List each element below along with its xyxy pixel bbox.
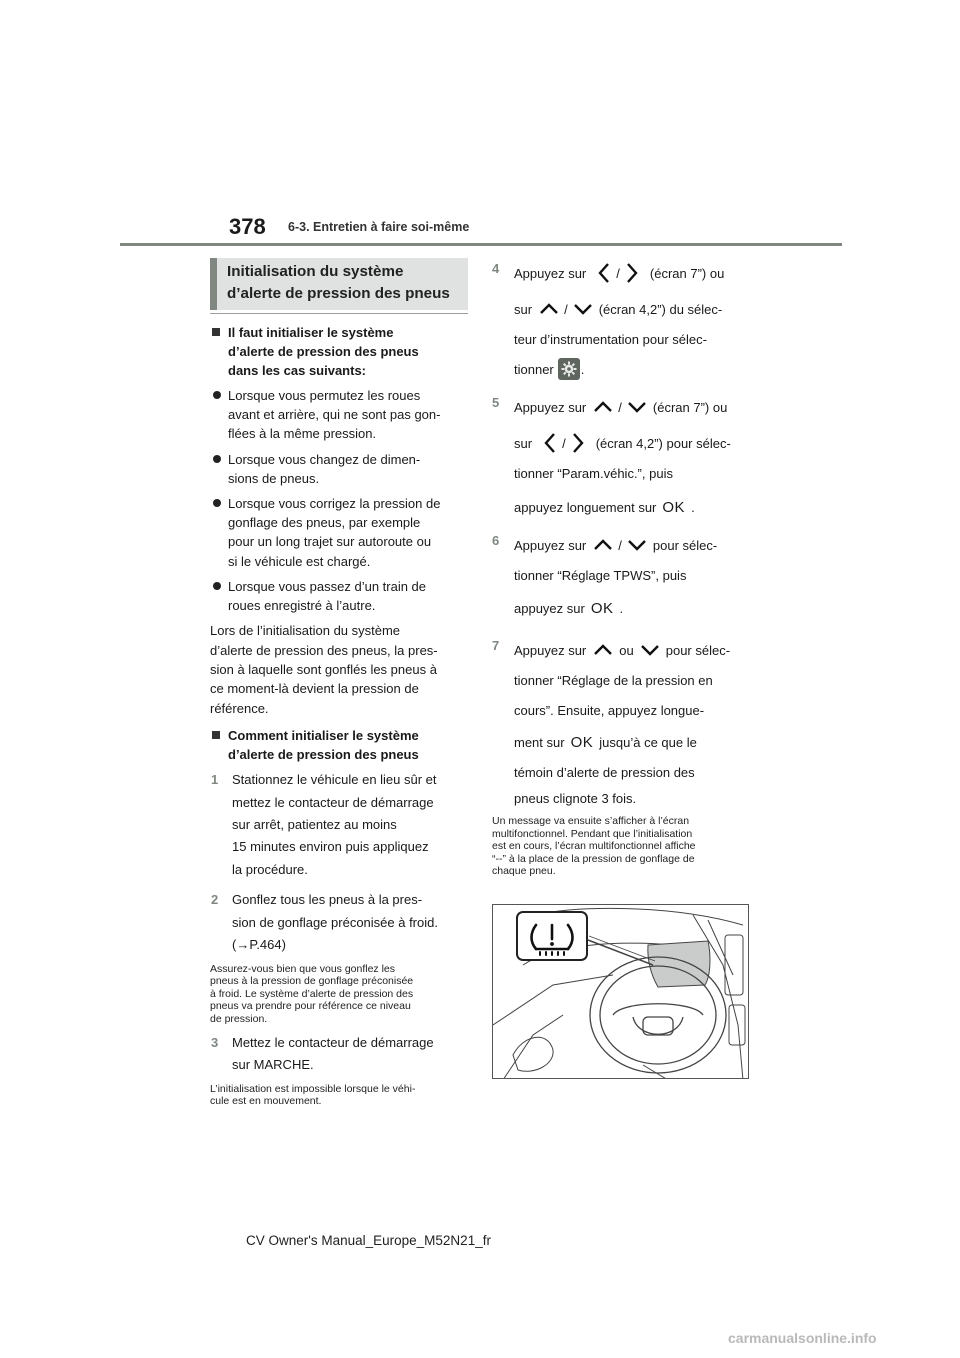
subheading-line: Il faut initialiser le système — [228, 325, 394, 340]
step-text: Appuyez sur — [514, 642, 587, 658]
subheading-line: Comment initialiser le système — [228, 728, 419, 744]
chevron-up-icon — [539, 303, 559, 315]
bullet-line: Lorsque vous passez d’un train de — [228, 578, 427, 594]
bullet-dot-icon — [213, 499, 221, 507]
header-rule — [120, 243, 842, 246]
chevron-up-icon — [593, 539, 613, 551]
step-text: tionner “Réglage de la pression en — [514, 672, 713, 688]
note-display — [492, 815, 754, 878]
note-line: chaque pneu. — [492, 865, 556, 877]
note-line: pneus à la pression de gonflage préconisée — [210, 975, 414, 988]
dashboard-drawing — [493, 905, 749, 1079]
chevron-down-icon — [627, 401, 647, 413]
step-text: pneus clignote 3 fois. — [514, 790, 637, 806]
chevron-left-icon — [598, 262, 610, 284]
step-text: appuyez longuement sur — [514, 499, 657, 515]
note-line: multifonctionnel. Pendant que l’initialisation — [492, 827, 693, 840]
square-bullet-icon — [212, 328, 220, 336]
step-2 — [210, 889, 468, 956]
subheading-cases — [210, 323, 468, 380]
step-number: 1 — [211, 772, 219, 788]
note-inflation — [210, 963, 468, 1026]
step-4 — [492, 258, 754, 384]
bullet-dot-icon — [213, 455, 221, 463]
subheading-how-to — [210, 726, 468, 764]
bullet-item — [210, 494, 468, 571]
note-line: cule est en mouvement. — [210, 1095, 322, 1108]
bullet-item — [210, 386, 468, 444]
ok-button-icon: OK — [570, 733, 594, 751]
note-line: est en cours, l’écran multifonctionnel affiche — [492, 840, 696, 852]
ok-button-icon: OK — [662, 498, 686, 516]
bullet-line: si le véhicule est chargé. — [228, 553, 371, 569]
step-line: sion de gonflage préconisée à froid. — [232, 914, 438, 930]
chevron-down-icon — [573, 303, 593, 315]
note-line: de pression. — [210, 1012, 268, 1025]
step-text: . — [619, 600, 624, 616]
square-bullet-icon — [212, 731, 220, 739]
step-text: témoin d’alerte de pression des — [514, 764, 695, 780]
subheading-line: d’alerte de pression des pneus — [228, 344, 419, 359]
step-line: Gonflez tous les pneus à la pres- — [232, 892, 423, 908]
settings-gear-icon — [558, 358, 580, 380]
step-number: 5 — [492, 395, 500, 410]
step-3 — [210, 1032, 468, 1077]
paragraph-line: Lors de l’initialisation du système — [210, 623, 401, 639]
ok-button-icon: OK — [590, 599, 614, 617]
step-text: tionner — [514, 361, 554, 377]
step-text: (écran 7”) ou — [649, 265, 725, 281]
separator-text: ou — [619, 642, 634, 658]
step-1 — [210, 769, 468, 881]
paragraph-line: ce moment-là devient la pression de — [210, 681, 419, 697]
step-text: . — [691, 499, 695, 515]
bullet-line: flées à la même pression. — [228, 426, 377, 442]
right-column — [492, 258, 754, 878]
bullet-item — [210, 577, 468, 615]
step-number: 7 — [492, 638, 500, 653]
step-line: la procédure. — [232, 861, 308, 877]
step-line: Stationnez le véhicule en lieu sûr et — [232, 772, 437, 788]
bullet-line: gonflage des pneus, par exemple — [228, 515, 421, 531]
watermark[interactable]: carmanualsonline.info — [728, 1330, 877, 1346]
step-text: (écran 7”) ou — [652, 399, 728, 415]
box-title-rule — [210, 313, 468, 314]
chevron-down-icon — [627, 539, 647, 551]
subheading-line: dans les cas suivants: — [228, 363, 367, 378]
step-text: tionner “Param.véhic.”, puis — [514, 465, 673, 481]
separator-text: / — [562, 435, 566, 451]
note-line: Assurez-vous bien que vous gonflez les — [210, 962, 396, 975]
step-text: appuyez sur — [514, 600, 585, 616]
page-reference-link[interactable]: (→P.464) — [232, 937, 286, 953]
bullet-line: sions de pneus. — [228, 470, 320, 486]
chevron-down-icon — [640, 644, 660, 656]
bullet-dot-icon — [213, 582, 221, 590]
step-number: 3 — [211, 1035, 219, 1051]
bullet-line: Lorsque vous permutez les roues — [228, 388, 421, 403]
step-text: teur d’instrumentation pour sélec- — [514, 331, 707, 347]
step-line: sur MARCHE. — [232, 1057, 314, 1073]
separator-text: / — [564, 301, 568, 317]
step-line: mettez le contacteur de démarrage — [232, 794, 434, 810]
chevron-right-icon — [572, 432, 584, 454]
step-text: (écran 4,2”) du sélec- — [598, 301, 723, 317]
separator-text: / — [616, 265, 620, 281]
box-title — [210, 258, 468, 310]
paragraph-reference — [210, 621, 468, 718]
note-line: L’initialisation est impossible lorsque le véhi- — [210, 1082, 416, 1095]
step-text: (écran 4,2”) pour sélec- — [595, 435, 731, 451]
bullet-line: roues enregistré à l’autre. — [228, 598, 376, 614]
step-number: 4 — [492, 261, 500, 276]
step-text: sur — [514, 301, 533, 317]
step-text: pour sélec- — [665, 642, 731, 658]
paragraph-line: référence. — [210, 700, 269, 716]
step-text: tionner “Réglage TPWS”, puis — [514, 567, 687, 583]
step-text: cours”. Ensuite, appuyez longue- — [514, 702, 705, 718]
step-text: pour sélec- — [652, 537, 718, 553]
bullet-dot-icon — [213, 391, 221, 399]
step-line: 15 minutes environ puis appliquez — [232, 839, 429, 855]
step-line: sur arrêt, patientez au moins — [232, 817, 397, 833]
separator-text: / — [618, 399, 622, 415]
chevron-left-icon — [544, 432, 556, 454]
note-line: à froid. Le système d’alerte de pression des — [210, 987, 414, 1000]
step-7 — [492, 635, 754, 813]
note-line: Un message va ensuite s’afficher à l’écran — [492, 815, 690, 827]
paragraph-line: sion à laquelle sont gonflés les pneus à — [210, 662, 437, 678]
note-moving — [210, 1083, 468, 1108]
step-text: Appuyez sur — [514, 399, 587, 415]
bullet-line: Lorsque vous changez de dimen- — [228, 451, 421, 467]
step-text: ment sur — [514, 734, 565, 750]
step-text: . — [580, 361, 585, 377]
bullet-line: Lorsque vous corrigez la pression de — [228, 496, 441, 512]
bullet-line: pour un long trajet sur autoroute ou — [228, 534, 432, 550]
step-number: 2 — [211, 892, 219, 908]
step-line: Mettez le contacteur de démarrage — [232, 1035, 434, 1051]
separator-text: / — [618, 537, 622, 553]
step-text: Appuyez sur — [514, 537, 587, 553]
step-6 — [492, 530, 754, 623]
left-column — [210, 258, 468, 1108]
note-line: pneus va prendre pour référence ce niveau — [210, 1000, 411, 1013]
bullet-line: avant et arrière, qui ne sont pas gon- — [228, 407, 441, 423]
note-line: “--” à la place de la pression de gonflage de — [492, 852, 695, 865]
box-title-line-2: d’alerte de pression des pneus — [227, 285, 450, 302]
chevron-right-icon — [626, 262, 638, 284]
paragraph-line: d’alerte de pression des pneus, la pres- — [210, 642, 438, 658]
footer-manual-id: CV Owner's Manual_Europe_M52N21_fr — [246, 1233, 491, 1248]
subheading-line: d’alerte de pression des pneus — [228, 747, 419, 763]
box-title-line-1: Initialisation du système — [227, 263, 404, 280]
step-5 — [492, 392, 754, 522]
section-title: 6-3. Entretien à faire soi-même — [288, 220, 470, 234]
chevron-up-icon — [593, 401, 613, 413]
dashboard-illustration — [492, 904, 749, 1079]
step-number: 6 — [492, 533, 500, 548]
page-number: 378 — [229, 214, 266, 239]
step-text: jusqu’à ce que le — [599, 734, 697, 750]
step-text: Appuyez sur — [514, 265, 587, 281]
step-text: sur — [514, 435, 533, 451]
chevron-up-icon — [593, 644, 613, 656]
bullet-item — [210, 450, 468, 488]
